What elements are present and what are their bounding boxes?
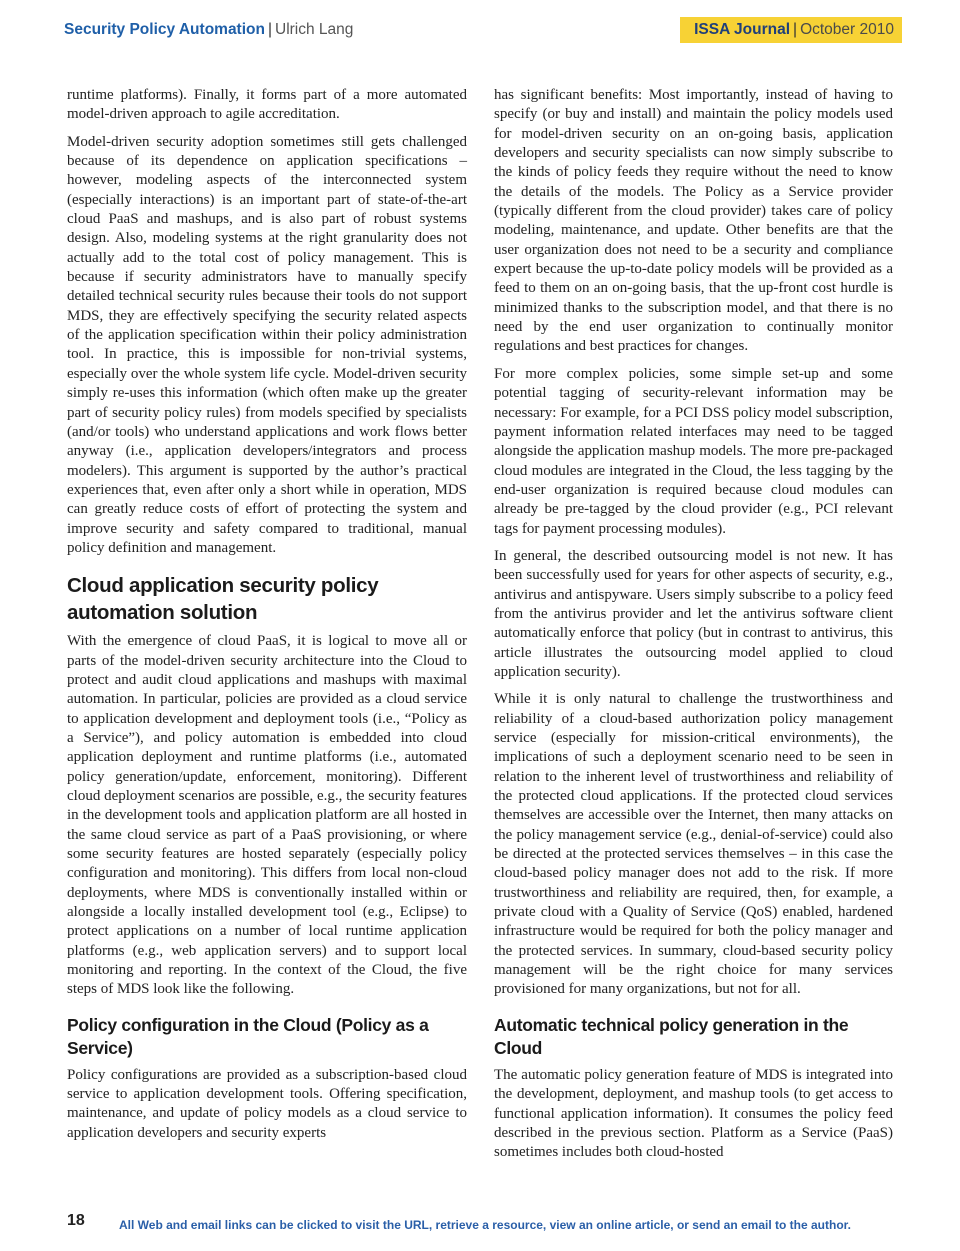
right-column: [494, 86, 893, 1171]
paragraph: For more complex policies, some simple set-up and some potential tagging of security-relevant information may be necessary: For example, for a PCI DSS policy model subscription, payment information related interfaces may need to be tagged alongside the application mashup models. The more pre-packaged cloud modules are integrated in the Cloud, the less tagging by the end-user organization is required because cloud modules can already be pre-tagged by the cloud provider (e.g., PCI relevant tags for payment processing modules).: [494, 365, 893, 537]
subsection-heading: Automatic technical policy generation in the Cloud: [494, 1014, 849, 1058]
journal-badge: [680, 17, 902, 43]
header-left: [64, 14, 353, 46]
section-heading: Cloud application security policy automation solution: [67, 574, 379, 625]
article-title: Security Policy Automation: [64, 21, 265, 38]
paragraph: has significant benefits: Most importantly, instead of having to specify (or buy and install) and maintain the policy models used for model-driven security on an on-going basis, application developers and security specialists can now simply subscribe to the kinds of policy feeds they require without the need to know the details of the models. The Policy as a Service provider (typically different from the cloud provider) takes care of policy modeling, maintenance, and update. Other benefits are that the user organization does not need to be a security and compliance expert because the up-to-date policy models will be provided as a feed to them on an on-going basis, that the up-front cost hurdle is minimized thanks to the subscription model, and that there is no need by the end user organization to continually monitor regulations and best practices for changes.: [494, 87, 893, 355]
paragraph: Policy configurations are provided as a subscription-based cloud service to application development tools. Offering specification, maintenance, and update of policy models as a cloud service to application developers and security experts: [67, 1066, 467, 1141]
journal-issue: October 2010: [800, 21, 894, 38]
paragraph: While it is only natural to challenge the trustworthiness and reliability of a cloud-based authorization policy management service (especially for mission-critical environments), the implications of such a deployment scenario need to be seen in relation to the inherent level of trustworthiness and reliability of the protected cloud applications. If the protected cloud services themselves are accessible over the Internet, then many attacks on the policy management service (e.g., denial-of-service) could also be directed at the protected services themselves – in this case the cloud-based policy manager does not add to the risk. If more trustworthiness and reliability are required, then, for example, a private cloud with a Quality of Service (QoS) enabled, hardened infrastructure would be required for both the policy manager and the protected services. In summary, cloud-based security policy management will be the right choice for many services provisioned for many organizations, but not for all.: [494, 691, 893, 998]
left-column: [67, 86, 467, 1151]
paragraph: With the emergence of cloud PaaS, it is logical to move all or parts of the model-driven security architecture into the Cloud to protect and audit cloud applications and mashups with maximal automation. In particular, policies are provided as a cloud service to application development and deployment tools (i.e., “Policy as a Service”), and policy automation is embedded into cloud application deployment and runtime platforms (i.e., automated policy generation/update, enforcement, monitoring). Different cloud deployment scenarios are possible, e.g., the security features in the development tools and application platform are all hosted in the same cloud service as part of a PaaS provisioning, or where some security features are hosted separately (especially policy configuration and monitoring). This differs from local non-cloud deployments, where MDS is conventionally installed within or alongside a locally installed development tool (e.g., Eclipse) to protect applications on a number of local runtime application platforms (e.g., web application servers) and to support local monitoring and reporting. In the context of the Cloud, the five steps of MDS look like the following.: [67, 633, 467, 998]
subsection-heading: Policy configuration in the Cloud (Policy as a Service): [67, 1014, 429, 1058]
running-header: [64, 14, 902, 46]
paragraph: The automatic policy generation feature of MDS is integrated into the development, deployment, and mashup tools (to get access to functional application information). It consumes the policy feed described in the previous section. Platform as a Service (PaaS) sometimes includes both cloud-hosted: [494, 1066, 893, 1161]
paragraph: Model-driven security adoption sometimes still gets challenged because of its dependence on application specifications – however, modeling aspects of the interconnected system (especially interactions) is an important part of state-of-the-art cloud PaaS and mashups, and is also part of robust systems design. Also, modeling systems at the right granularity does not actually add to the total cost of policy management. This is because if security administrators have to manually specify detailed technical security rules because their tools do not support MDS, they are effectively specifying the security related aspects of the application specification within their policy administration tool. In practice, this is impossible for non-trivial systems, especially over the whole system life cycle. Model-driven security simply re-uses this information (which often make up the greater part of security policy rules) from models specified by specialists (and/or tools) who understand applications and work flows better anyway (i.e., application developers/integrators and process modelers). This argument is supported by the author’s practical experiences that, even after only a short while in operation, MDS can greatly reduce costs of effort of protecting the system and improve security and safety compared to traditional, manual policy definition and management.: [67, 133, 467, 556]
page-footer: [67, 1212, 902, 1236]
paragraph: In general, the described outsourcing model is not new. It has been successfully used for years for other aspects of security, e.g., antivirus and antispyware. Users simply subscribe to a policy feed from the antivirus provider and let the antivirus software client automatically enforce that policy (but in contrast to antivirus, this article illustrates the outsourcing model applied to cloud application security).: [494, 547, 893, 680]
header-separator-right: |: [793, 21, 798, 38]
paragraph: runtime platforms). Finally, it forms part of a more automated model-driven approach to agile accreditation.: [67, 87, 467, 123]
page-number: 18: [67, 1212, 85, 1229]
footer-links-note: All Web and email links can be clicked to visit the URL, retrieve a resource, view an online article, or send an email to the author.: [119, 1218, 852, 1232]
journal-name: ISSA Journal: [694, 21, 791, 38]
header-separator-left: |: [267, 21, 272, 38]
author-name: Ulrich Lang: [275, 21, 354, 38]
